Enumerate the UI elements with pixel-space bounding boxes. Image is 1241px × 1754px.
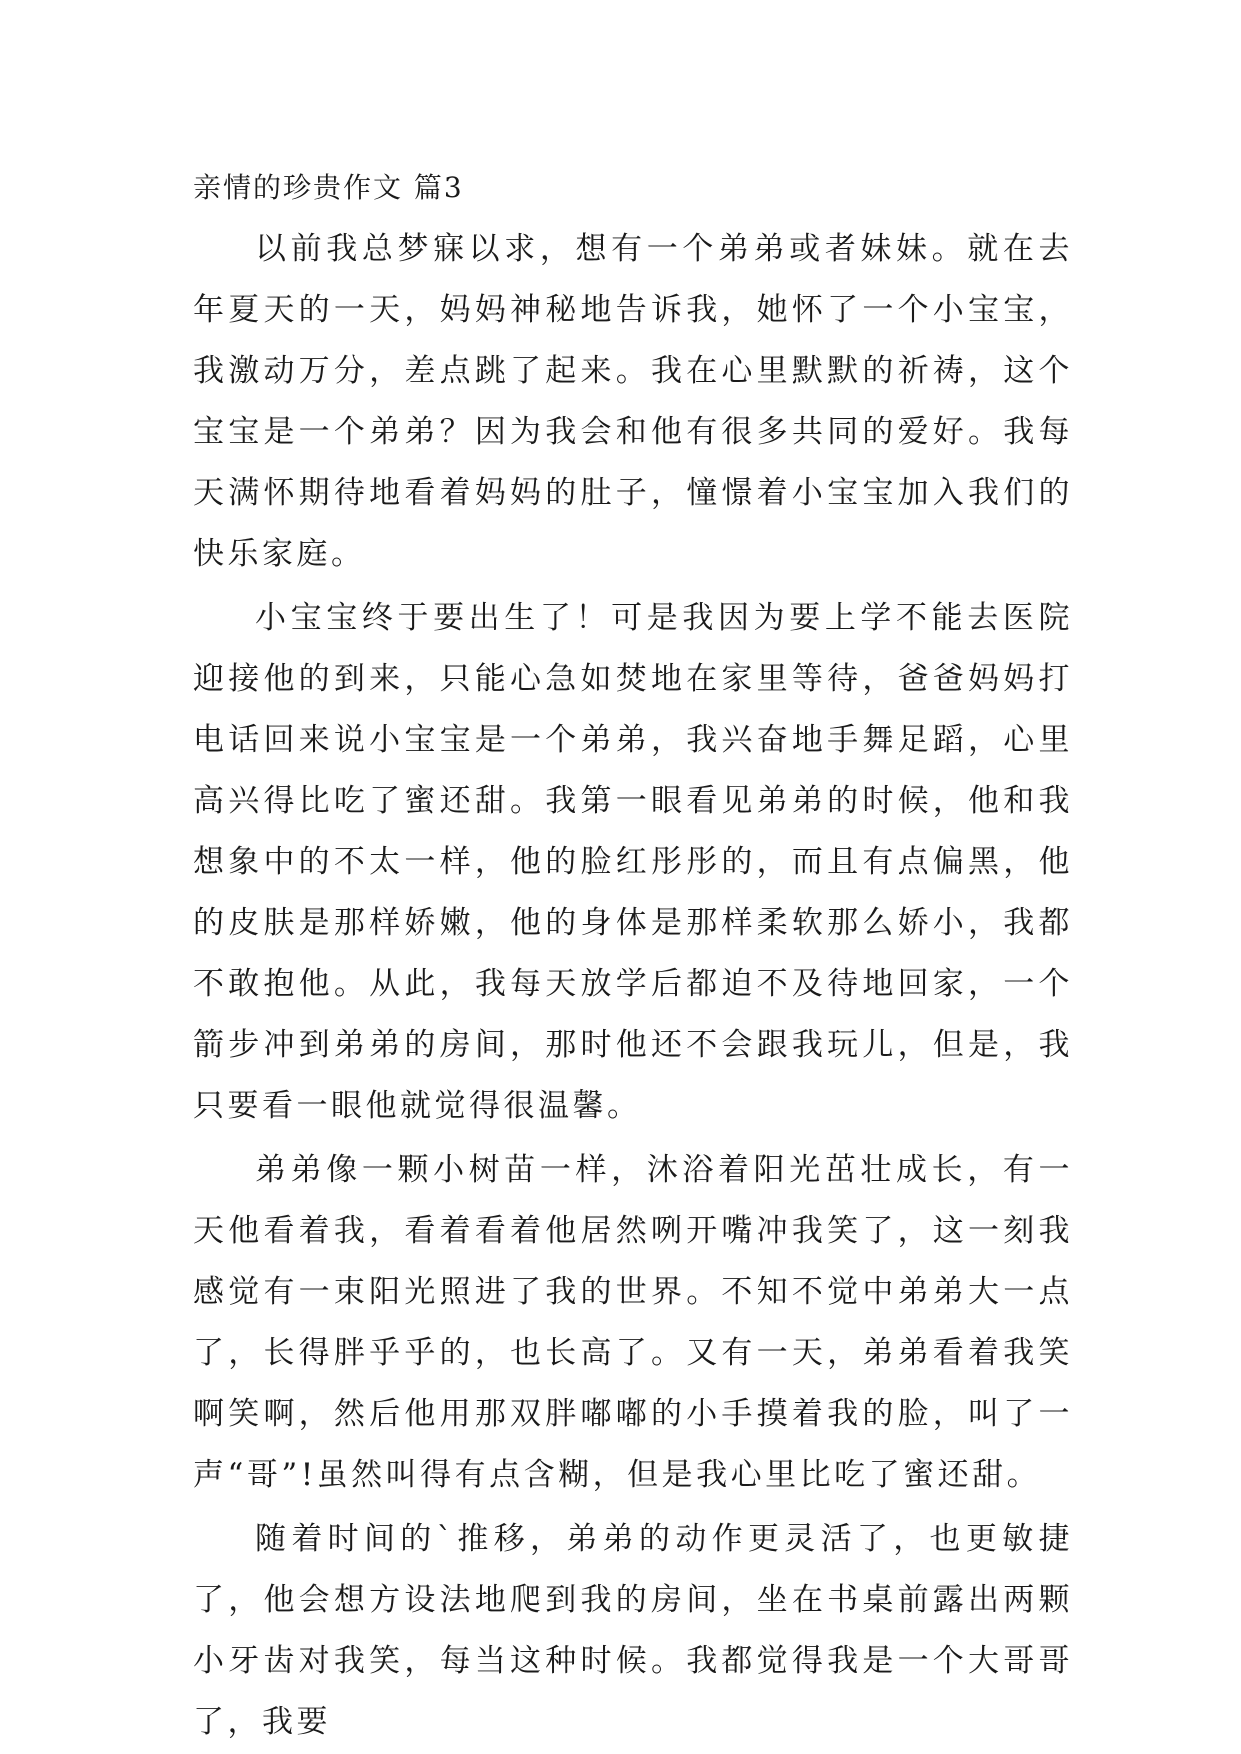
paragraph: 小宝宝终于要出生了！可是我因为要上学不能去医院迎接他的到来，只能心急如焚地在家里等待，爸爸妈妈打电话回来说小宝宝是一个弟弟，我兴奋地手舞足蹈，心里高兴得比吃了蜜还甜。我第一眼看见弟弟的时候，他和我想象中的不太一样，他的脸红彤彤的，而且有点偏黑，他的皮肤是那样娇嫩，他的身体是那样柔软那么娇小，我都不敢抱他。从此，我每天放学后都迫不及待地回家，一个箭步冲到弟弟的房间，那时他还不会跟我玩儿，但是，我只要看一眼他就觉得很温馨。 [193, 600, 1073, 1124]
paragraph: 随着时间的`推移，弟弟的动作更灵活了，也更敏捷了，他会想方设法地爬到我的房间，坐在书桌前露出两颗小牙齿对我笑，每当这种时候。我都觉得我是一个大哥哥了，我要 [193, 1521, 1073, 1740]
paragraph: 以前我总梦寐以求，想有一个弟弟或者妹妹。就在去年夏天的一天，妈妈神秘地告诉我，她怀了一个小宝宝，我激动万分，差点跳了起来。我在心里默默的祈祷，这个宝宝是一个弟弟？因为我会和他有很多共同的爱好。我每天满怀期待地看着妈妈的肚子，憧憬着小宝宝加入我们的快乐家庭。 [193, 231, 1073, 572]
document-body [193, 163, 1073, 1753]
document-title: 亲情的珍贵作文 篇3 [193, 171, 464, 204]
paragraph: 弟弟像一颗小树苗一样，沐浴着阳光茁壮成长，有一天他看着我，看着看着他居然咧开嘴冲我笑了，这一刻我感觉有一束阳光照进了我的世界。不知不觉中弟弟大一点了，长得胖乎乎的，也长高了。又有一天，弟弟看着我笑啊笑啊，然后他用那双胖嘟嘟的小手摸着我的脸，叫了一声“哥”!虽然叫得有点含糊，但是我心里比吃了蜜还甜。 [193, 1152, 1073, 1493]
